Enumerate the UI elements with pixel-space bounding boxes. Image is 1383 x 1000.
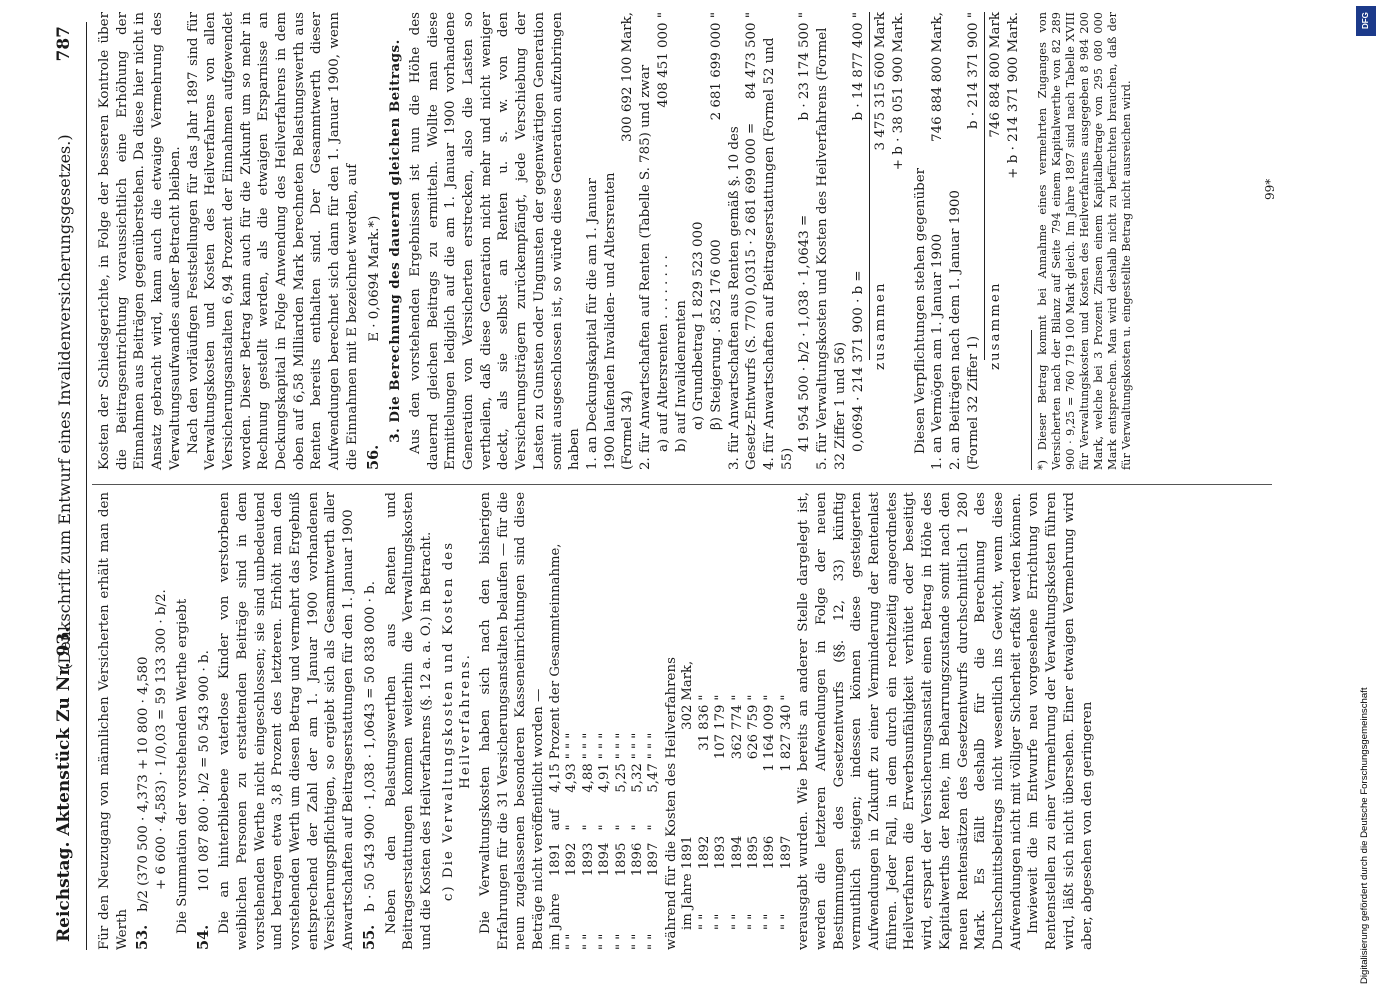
item-value: b · 214 371 900 " xyxy=(965,12,981,129)
equation-number: 56. xyxy=(364,444,382,470)
header-left: Reichstag. Aktenstück Zu Nr. 93. xyxy=(54,626,74,942)
item-label: β) Steigerung . 852 176 000 xyxy=(708,239,724,430)
sum-label: zusammen xyxy=(988,281,1004,370)
sum-value: 3 475 315 600 Mark xyxy=(873,12,889,151)
equation-54 xyxy=(195,492,214,950)
admin-cost-year: 1894 xyxy=(597,842,613,877)
heil-cost-amount: 107 179 xyxy=(713,704,729,760)
equation-56 xyxy=(365,12,384,470)
liability-item-2b-alpha: α) Grundbetrag 1 829 523 000 xyxy=(691,221,707,430)
paragraph-inwieweit: Inwieweit die im Entwurfe neu vorgesehene Errichtung von Rentenstellen zu einer Vermehrung der Verwaltungskosten führen wird, läßt sich nicht übersehen. Einer etwaigen Vermehrung wird aber, abgesehen von den geringeren xyxy=(1026,492,1095,950)
admin-cost-mid: " xyxy=(580,824,596,831)
item-value: b · 14 877 400 " xyxy=(850,12,866,121)
item-value: 408 451 000 " xyxy=(655,12,671,108)
sheet-number: 99* xyxy=(1263,178,1277,200)
paragraph-nach: Nach den vorläufigen Feststellungen für das Jahr 1897 sind für Verwaltungskosten und Kosten des Heilverfahrens von allen Versicherungsanstalten 6,94 Prozent der Einnahmen aufgewendet worden. Dieser Betrag kann auch für die Zukunft um so mehr in Rechnung gestellt werden, als die etwaigen Ersparnisse an Deckungskapital in Folge Anwendung des Heilverfahrens in dem oben auf 6,58 Milliarden Mark berechneten Belastungswerth aus Renten bereits enthalten sind. Der Gesammtwerth dieser Aufwendungen berechnet sich dann für den 1. Januar 1900, wenn die Einnahmen mit E bezeichnet werden, auf xyxy=(185,12,360,470)
item-label: 41 954 500 · b/2 · 1,038 · 1,0643 = xyxy=(797,214,813,452)
liability-item-4-formula xyxy=(796,12,814,470)
heil-cost-unit: " xyxy=(713,694,729,701)
heil-cost-unit: " xyxy=(778,694,794,701)
liability-item-2b: b) auf Invalidenrenten xyxy=(673,300,689,452)
admin-cost-year: 1891 xyxy=(547,842,563,877)
heil-cost-row xyxy=(680,657,696,930)
liability-item-4: 4. für Anwartschaften auf Beitragserstattungen (Formel 52 und 55) xyxy=(762,37,795,470)
admin-cost-year: 1892 xyxy=(564,842,580,877)
left-column xyxy=(96,492,1096,950)
header-rule xyxy=(86,22,87,950)
admin-cost-row xyxy=(646,492,662,950)
equation-text: + 6 600 · 4,583) · 1/0,03 = 59 133 300 · b/2. xyxy=(154,589,170,890)
heil-cost-amount: 1 164 009 xyxy=(762,704,778,772)
admin-cost-year: 1895 xyxy=(613,842,629,877)
item-value: 84 473 500 " xyxy=(744,12,760,100)
sum-label: zusammen xyxy=(873,281,889,370)
equation-55 xyxy=(361,492,380,950)
heil-cost-amount: 626 759 xyxy=(746,704,762,760)
header-center: (Denkschrift zum Entwurf eines Invalidenversicherungsgesetzes.) xyxy=(55,134,74,670)
equation-text: b/2 (370 500 · 4,373 + 10 800 · 4,580 xyxy=(136,656,152,912)
admin-cost-pre: im Jahre xyxy=(547,893,563,950)
heil-cost-pre: " " xyxy=(729,913,745,930)
equation-53 xyxy=(134,492,170,950)
heil-cost-row xyxy=(746,657,762,930)
section-heading-3: 3. Die Berechnung des dauernd gleichen Beitrags. xyxy=(387,39,404,443)
liability-item-3 xyxy=(726,12,761,470)
admin-cost-pct: 5,47 xyxy=(646,763,662,793)
admin-cost-pre: " " xyxy=(613,933,629,950)
admin-cost-row xyxy=(630,492,646,950)
equation-number: 53. xyxy=(134,924,152,950)
page-number: 787 xyxy=(54,26,74,62)
admin-cost-post: " " " xyxy=(629,732,645,760)
heil-cost-year: 1897 xyxy=(778,835,794,870)
admin-cost-pct: 4,91 xyxy=(597,763,613,793)
paragraph-summation: Die Summation der vorstehenden Werthe ergiebt xyxy=(174,598,190,934)
admin-cost-mid: " xyxy=(564,824,580,831)
admin-cost-pre: " " xyxy=(597,933,613,950)
equation-text: E · 0,0694 Mark.*) xyxy=(366,215,382,342)
admin-cost-pre: " " xyxy=(564,933,580,950)
heil-cost-pre: " " xyxy=(762,913,778,930)
item-value: 300 692 100 Mark, xyxy=(620,12,636,142)
admin-cost-post: " " " xyxy=(580,732,596,760)
footnote: *) Dieser Betrag kommt bei Annahme eines vermehrten Zuganges von Versicherten nach der Bilanz auf Seite 794 einem Kapitalwerthe von 82 289 900 · 9,25 = 760 719 100 Mark gleich. Im Jahre 1897 sind nach Tabelle XVIII für Verwaltungskosten und Kosten des Heilverfahrens ausgegeben 8 984 200 Mark, welche bei 3 Prozent Zinsen einem Kapitalbetrage von 295 080 000 Mark entsprechen. Man wird deshalb nicht zu befürchten brauchen, daß der für Verwaltungskosten u. eingestellte Betrag nicht ausreichen wird. xyxy=(1035,12,1133,470)
admin-cost-mid: auf xyxy=(547,809,563,831)
item-label: 1. an Deckungskapital für die am 1. Januar 1900 laufenden Invaliden- und Altersrenten (Formel 34) xyxy=(584,172,636,470)
liability-item-2: 2. für Anwartschaften auf Renten (Tabelle S. 785) und zwar xyxy=(638,64,654,470)
heil-cost-year: 1896 xyxy=(762,835,778,870)
admin-cost-table xyxy=(548,492,663,950)
liability-sum-b: + b · 38 051 900 Mark. xyxy=(890,12,906,171)
item-label: 0,0694 · 214 371 900 · b = xyxy=(850,270,866,452)
heil-cost-year: 1895 xyxy=(746,835,762,870)
heil-cost-amount: 362 774 xyxy=(729,704,745,760)
admin-cost-pre: " " xyxy=(580,933,596,950)
heil-cost-row xyxy=(697,657,713,930)
heil-cost-pre: " " xyxy=(778,913,794,930)
item-value: 2 681 699 000 " xyxy=(708,12,724,121)
heil-cost-year: 1894 xyxy=(729,835,745,870)
paragraph-neben: Neben den Belastungswerthen aus Renten und Beitragserstattungen kommen weiterhin die Verwaltungskosten und die Kosten des Heilverfahrens (§. 12 a. a. O.) in Betracht. xyxy=(383,492,434,950)
admin-cost-mid: " xyxy=(597,824,613,831)
heil-cost-unit: " xyxy=(696,694,712,701)
item-value: b · 23 174 500 " xyxy=(797,12,813,121)
footnote-rule xyxy=(1031,330,1032,470)
liability-item-2b-beta xyxy=(708,12,726,470)
heil-cost-unit: Mark, xyxy=(680,660,696,701)
item-label: 3. für Anwartschaften aus Renten gemäß §. 10 des Gesetz-Entwurfs (S. 770) 0,0315 · 2 681 699 000 = xyxy=(726,122,760,470)
liability-sum xyxy=(872,12,890,470)
heil-cost-row xyxy=(713,657,729,930)
equation-text: 101 087 800 · b/2 = 50 543 900 · b. xyxy=(196,650,212,892)
admin-cost-row xyxy=(548,492,564,950)
item-value: 746 884 800 Mark, xyxy=(930,12,946,142)
admin-cost-row xyxy=(597,492,613,950)
paragraph-kosten: Kosten der Schiedsgerichte, in Folge der besseren Kontrole über die Beitragsentrichtung voraussichtlich eine Erhöhung der Einnahmen aus Beiträgen gegenüberstehen. Da diese hier nicht in Ansatz gebracht wird, kann auch die etwaige Vermehrung des Verwaltungsaufwandes außer Betracht bleiben. xyxy=(97,12,183,470)
paragraph-intro: Für den Neuzugang von männlichen Versicherten erhält man den Werth xyxy=(97,492,130,950)
dfg-logo: DFG xyxy=(1356,6,1376,36)
heil-cost-year: 1891 xyxy=(680,835,696,870)
page-header xyxy=(52,22,82,950)
admin-cost-mid: " xyxy=(613,824,629,831)
sum-rule xyxy=(869,12,870,360)
admin-cost-year: 1896 xyxy=(629,842,645,877)
liability-item-5-formula xyxy=(850,12,868,470)
liability-item-2a xyxy=(655,12,673,470)
asset-sum xyxy=(987,12,1005,470)
right-column xyxy=(96,12,1134,470)
heil-cost-unit: " xyxy=(746,694,762,701)
section-heading-c: c) Die Verwaltungskosten und Kosten des Heilverfahrens. xyxy=(440,540,474,902)
heil-cost-year: 1893 xyxy=(713,835,729,870)
admin-cost-year: 1897 xyxy=(646,842,662,877)
item-label: a) auf Altersrenten . . . . . . . . xyxy=(655,255,671,452)
admin-cost-post: " " " xyxy=(613,732,629,760)
admin-cost-post: " " " xyxy=(646,732,662,760)
admin-cost-pre: " " xyxy=(629,933,645,950)
admin-cost-row xyxy=(614,492,630,950)
heil-cost-unit: " xyxy=(729,694,745,701)
heil-cost-row xyxy=(730,657,746,930)
equation-text: b · 50 543 900 · 1,038 · 1,0643 = 50 838 000 · b. xyxy=(362,580,378,912)
equation-number: 55. xyxy=(360,924,378,950)
item-label: 1. an Vermögen am 1. Januar 1900 xyxy=(930,233,946,470)
heil-cost-pre: " " xyxy=(746,913,762,930)
paragraph-verausgabt: verausgabt wurden. Wie bereits an anderer Stelle dargelegt ist, werden die letzteren Aufwendungen in Folge der neuen Bestimmungen des Gesetzentwurfs (§§. 12, 33) künftig vermuthlich steigen; indessen können diese gesteigerten Aufwendungen in Zukunft zu einer Verminderung der Rentenlast führen. Jeder Fall, in dem durch ein rechtzeitig angeordnetes Heilverfahren die Erwerbsunfähigkeit verhütet oder beseitigt wird, erspart der Versicherungsanstalt einen Betrag in Höhe des Kapitalwerths der Rente, im Beharrungszustande somit nach den neuen Rentensätzen des Gesetzentwurfs durchschnittlich 1 280 Mark. Es fällt deshalb für die Berechnung des Durchschnittsbeitrags nicht wesentlich ins Gewicht, wenn diese Aufwendungen nicht mit völliger Sicherheit erfaßt werden können. xyxy=(796,492,1024,950)
heil-cost-year: 1892 xyxy=(696,835,712,870)
paragraph-bisherigen: Die Verwaltungskosten haben sich nach den bisherigen Erfahrungen für die 31 Versicherungsanstalten belaufen — für die neun zugelassenen besonderen Kasseneinrichtungen sind diese Beträge nicht veröffentlicht worden — xyxy=(478,492,547,950)
heil-cost-table xyxy=(680,657,795,930)
admin-cost-row xyxy=(581,492,597,950)
admin-cost-pct: 4,88 xyxy=(580,763,596,793)
admin-cost-pct: 5,32 xyxy=(629,763,645,793)
heil-cost-amount: 302 xyxy=(680,704,696,730)
liability-item-5: 5. für Verwaltungskosten und Kosten des Heilverfahrens (Formel 32 Ziffer 1 und 56) xyxy=(815,27,848,470)
sum-rule xyxy=(984,12,985,360)
heil-cost-amount: 31 836 xyxy=(696,704,712,751)
liability-item-1 xyxy=(584,12,637,470)
admin-cost-row xyxy=(564,492,580,950)
admin-cost-mid: " xyxy=(629,824,645,831)
equation-number: 54. xyxy=(194,924,212,950)
admin-cost-year: 1893 xyxy=(580,842,596,877)
admin-cost-post: Prozent der Gesammteinnahme, xyxy=(547,543,563,760)
heil-cost-amount: 1 827 340 xyxy=(778,704,794,772)
admin-cost-post: " " " xyxy=(564,732,580,760)
paragraph-aus: Aus den vorstehenden Ergebnissen ist nun die Höhe des dauernd gleichen Beitrags zu ermitteln. Wollte man diese Ermittelungen lediglich auf die am 1. Januar 1900 vorhandene Generation von Versicherten erstrecken, also die Lasten so vertheilen, daß diese Generation nicht mehr und nicht weniger deckt, als sie selbst an Renten u. s. w. von den Versicherungsträgern zurückempfängt, jede Verschiebung der Lasten zu Gunsten oder Ungunsten der gegenwärtigen Generation somit ausgeschlossen ist, so würde diese Generation aufzubringen haben xyxy=(407,12,583,470)
admin-cost-pct: 5,25 xyxy=(613,763,629,793)
admin-cost-pre: " " xyxy=(646,933,662,950)
asset-item-2 xyxy=(947,12,982,470)
asset-item-1 xyxy=(929,12,947,470)
admin-cost-pct: 4,93 xyxy=(564,763,580,793)
paragraph-heil-intro: während für die Kosten des Heilverfahrens xyxy=(663,657,679,950)
paragraph-kinder: Die an hinterbliebene vaterlose Kinder von verstorbenen weiblichen Personen zu erstattenden Beiträge sind in dem vorstehenden Werthe nicht eingeschlossen; sie sind unbedeutend und betragen etwa 3,8 Prozent des letzteren. Erhöht man den vorstehenden Werth um diesen Betrag und vermehrt das Ergebniß entsprechend der Zahl der am 1. Januar 1900 vorhandenen Versicherungspflichtigen, so ergiebt sich als Gesammtwerth aller Anwartschaften auf Beitragserstattungen für den 1. Januar 1900 xyxy=(217,492,357,950)
heil-cost-row xyxy=(762,657,778,930)
column-divider xyxy=(92,484,1272,485)
digitization-credit: Digitalisierung gefördert durch die Deutsche Forschungsgemeinschaft xyxy=(1359,687,1370,984)
item-label: 2. an Beiträgen nach dem 1. Januar 1900 (Formel 32 Ziffer 1) xyxy=(948,190,981,470)
heil-cost-pre: im Jahre xyxy=(680,873,696,930)
admin-cost-post: " " " xyxy=(597,732,613,760)
heil-cost-pre: " " xyxy=(713,913,729,930)
asset-sum-b: + b · 214 371 900 Mark. xyxy=(1006,12,1022,179)
heil-cost-row xyxy=(779,657,795,930)
heil-cost-unit: " xyxy=(762,694,778,701)
paragraph-diesen: Diesen Verpflichtungen stehen gegenüber xyxy=(912,167,928,454)
admin-cost-pct: 4,15 xyxy=(547,763,563,793)
heil-cost-pre: " " xyxy=(696,913,712,930)
admin-cost-mid: " xyxy=(646,824,662,831)
sum-value: 746 884 800 Mark xyxy=(988,12,1004,138)
